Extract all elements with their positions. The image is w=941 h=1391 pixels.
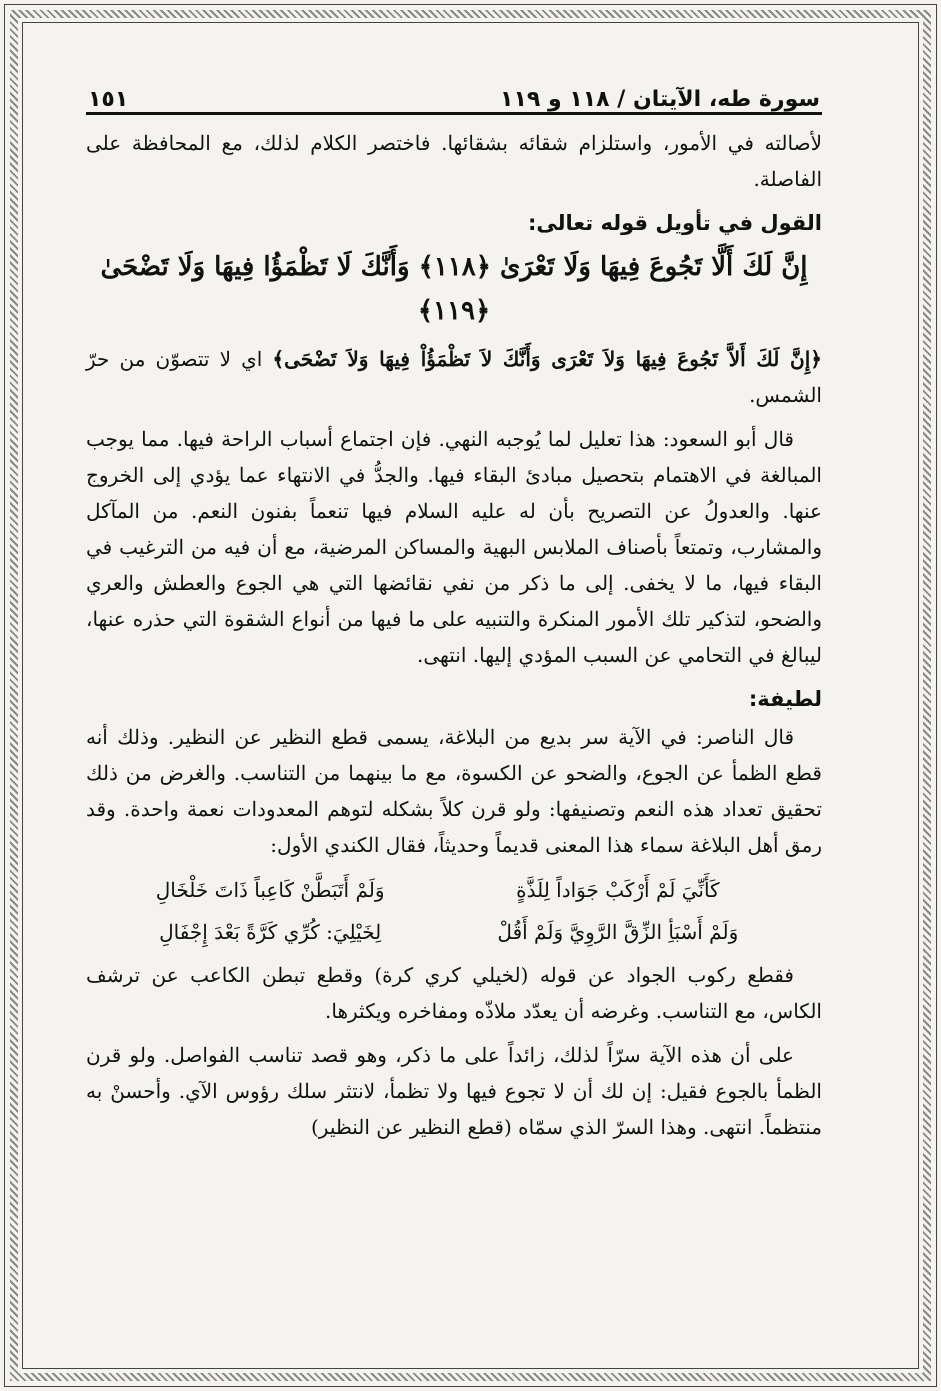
poem-hemistich: وَلَمْ أَتَبَطَّنْ كَاعِباً ذَاتَ خَلْخَالِ [155,878,385,902]
section-heading-latifa: لطيفة: [748,687,822,711]
paragraph-nasir: قال الناصر: في الآية سر بديع من البلاغة، يسمى قطع النظير عن النظير. وذلك أنه قطع الظمأ عن الجوع، والضحو عن الكسوة، مع ما بينهما من التناسب. والغرض من ذلك تحقيق تعداد هذه النعم وتصنيفها: ولو قرن كلاً بشكله لتوهم المعدودات نعمة واحدة. وقد رمق أهل البلاغة سماء هذا المعنى قديماً وحديثاً، فقال الكندي الأول: [86,725,822,857]
poem-hemistich: كَأَنِّيَ لَمْ أَرْكَبْ جَوَاداً لِلَذَّةٍ [516,878,720,902]
section-heading-tafsir: القول في تأويل قوله تعالى: [528,211,822,235]
poem-hemistich: لِخَيْلِيَ: كُرِّي كَرَّةً بَعْدَ إِجْفَالِ [159,920,382,944]
quran-verse: إِنَّ لَكَ أَلَّا تَجُوعَ فِيهَا وَلَا تَعْرَىٰ ﴿١١٨﴾ وَأَنَّكَ لَا تَظْمَؤُا فِيهَا وَلَا تَضْحَىٰ ﴿١١٩﴾ [100,252,808,326]
paragraph-abu-saud: قال أبو السعود: هذا تعليل لما يُوجبه النهي. فإن اجتماع أسباب الراحة فيها. مما يوجب المبالغة في الاهتمام بتحصيل مبادئ البقاء فيها. والجدُّ في الانتهاء عما يؤدي إلى الخروج عنها. والعدولُ عن التصريح بأن له عليه السلام فيها تنعماً بفنون النعم. من المآكل والمشارب، وتمتعاً بأصناف الملابس البهية والمساكن المرضية، مع أن فيه من الترغيب في البقاء فيها، ما لا يخفى. إلى ما ذكر من نفي نقائضها التي هي الجوع والعطش والعري والضحو، لتذكير تلك الأمور المنكرة والتنبيه على ما فيها من أنواع الشقوة التي حذره عنها، ليبالغ في التحامي عن السبب المؤدي إليها. انتهى. [86,427,822,667]
paragraph-1: لأصالته في الأمور، واستلزام شقائه بشقائها. فاختصر الكلام لذلك، مع المحافظة على الفاصلة. [86,131,822,191]
poem [116,869,772,953]
paragraph-fawasil: على أن هذه الآية سرّاً لذلك، زائداً على ما ذكر، وهو قصد تناسب الفواصل. ولو قرن الظمأ بالجوع فقيل: إن لك أن لا تجوع فيها ولا تظمأ، لانتثر سلك رؤوس الآي. وأحسنْ به منتظماً. انتهى. وهذا السرّ الذي سمّاه (قطع النظير عن النظير) [86,1043,822,1139]
page-content [86,60,822,1145]
running-title: سورة طه، الآيتان / ١١٨ و ١١٩ [500,87,820,112]
poem-line-1 [116,869,772,911]
paragraph-2 [86,341,822,413]
verse-quote: ﴿إِنَّ لَكَ أَلاَّ تَجُوعَ فِيهَا وَلاَ تَعْرَى وَأَنَّكَ لاَ تَظْمَؤُاْ فِيهَا وَلاَ تَضْحَى﴾ [272,347,822,371]
paragraph-poem-explanation: فقطع ركوب الجواد عن قوله (لخيلي كري كرة) وقطع تبطن الكاعب عن ترشف الكاس، مع التناسب. وغرضه أن يعدّد ملاذّه ومفاخره ويكثرها. [86,963,822,1023]
poem-line-2 [116,911,772,953]
poem-hemistich: وَلَمْ أَسْبَأِ الزِّقَّ الرَّوِيَّ وَلَمْ أَقُلْ [497,920,739,944]
verse-explanation: اي لا تتصوّن من حرّ الشمس. [86,347,822,407]
running-header [86,60,822,115]
page-number: ١٥١ [88,87,129,112]
